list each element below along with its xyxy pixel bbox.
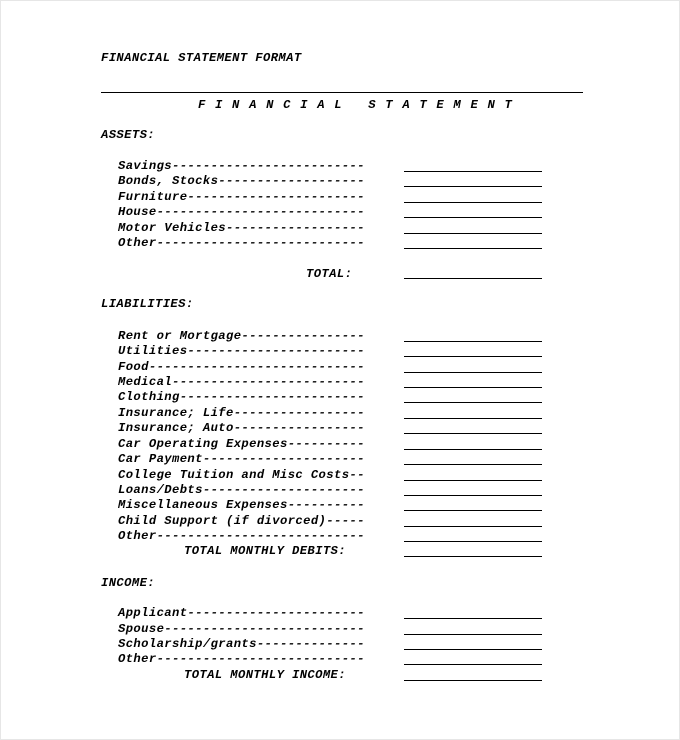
liability-item: College Tuition and Misc Costs-- (118, 468, 365, 482)
income-item: Spouse-------------------------- (118, 622, 365, 636)
liability-item: Insurance; Life----------------- (118, 406, 365, 420)
liability-blank-line[interactable] (404, 541, 542, 542)
liability-item: Medical------------------------- (118, 375, 365, 389)
statement-heading: F I N A N C I A L S T A T E M E N T (198, 98, 514, 112)
liability-item: Child Support (if divorced)----- (118, 514, 365, 528)
asset-blank-line[interactable] (404, 248, 542, 249)
asset-item: House--------------------------- (118, 205, 365, 219)
income-blank-line[interactable] (404, 634, 542, 635)
liability-blank-line[interactable] (404, 449, 542, 450)
liability-item: Car Operating Expenses---------- (118, 437, 365, 451)
title-rule (101, 92, 583, 93)
liability-blank-line[interactable] (404, 526, 542, 527)
income-blank-line[interactable] (404, 649, 542, 650)
income-item: Other--------------------------- (118, 652, 365, 666)
liability-blank-line[interactable] (404, 480, 542, 481)
income-item: Applicant----------------------- (118, 606, 365, 620)
liabilities-section-title: LIABILITIES: (101, 297, 194, 311)
liability-item: Rent or Mortgage---------------- (118, 329, 365, 343)
liability-item: Food---------------------------- (118, 360, 365, 374)
liabilities-total-label: TOTAL MONTHLY DEBITS: (184, 544, 346, 558)
liability-item: Utilities----------------------- (118, 344, 365, 358)
liability-blank-line[interactable] (404, 341, 542, 342)
liability-item: Miscellaneous Expenses---------- (118, 498, 365, 512)
asset-blank-line[interactable] (404, 186, 542, 187)
assets-section-title: ASSETS: (101, 128, 155, 142)
income-total-blank[interactable] (404, 680, 542, 681)
liability-blank-line[interactable] (404, 418, 542, 419)
income-blank-line[interactable] (404, 618, 542, 619)
assets-total-label: TOTAL: (306, 267, 353, 281)
liabilities-total-blank[interactable] (404, 556, 542, 557)
asset-item: Bonds, Stocks------------------- (118, 174, 365, 188)
liability-blank-line[interactable] (404, 464, 542, 465)
liability-item: Loans/Debts--------------------- (118, 483, 365, 497)
liability-blank-line[interactable] (404, 510, 542, 511)
income-blank-line[interactable] (404, 664, 542, 665)
document-title: FINANCIAL STATEMENT FORMAT (101, 51, 302, 65)
assets-total-blank[interactable] (404, 278, 542, 279)
asset-blank-line[interactable] (404, 171, 542, 172)
asset-item: Savings------------------------- (118, 159, 365, 173)
liability-blank-line[interactable] (404, 433, 542, 434)
liability-blank-line[interactable] (404, 402, 542, 403)
liability-blank-line[interactable] (404, 495, 542, 496)
asset-item: Other--------------------------- (118, 236, 365, 250)
income-item: Scholarship/grants-------------- (118, 637, 365, 651)
liability-blank-line[interactable] (404, 372, 542, 373)
liability-item: Car Payment--------------------- (118, 452, 365, 466)
income-section-title: INCOME: (101, 576, 155, 590)
liability-item: Insurance; Auto----------------- (118, 421, 365, 435)
asset-item: Furniture----------------------- (118, 190, 365, 204)
income-total-label: TOTAL MONTHLY INCOME: (184, 668, 346, 682)
liability-blank-line[interactable] (404, 356, 542, 357)
liability-item: Clothing------------------------ (118, 390, 365, 404)
asset-blank-line[interactable] (404, 217, 542, 218)
asset-blank-line[interactable] (404, 202, 542, 203)
liability-item: Other--------------------------- (118, 529, 365, 543)
asset-blank-line[interactable] (404, 233, 542, 234)
asset-item: Motor Vehicles------------------ (118, 221, 365, 235)
liability-blank-line[interactable] (404, 387, 542, 388)
